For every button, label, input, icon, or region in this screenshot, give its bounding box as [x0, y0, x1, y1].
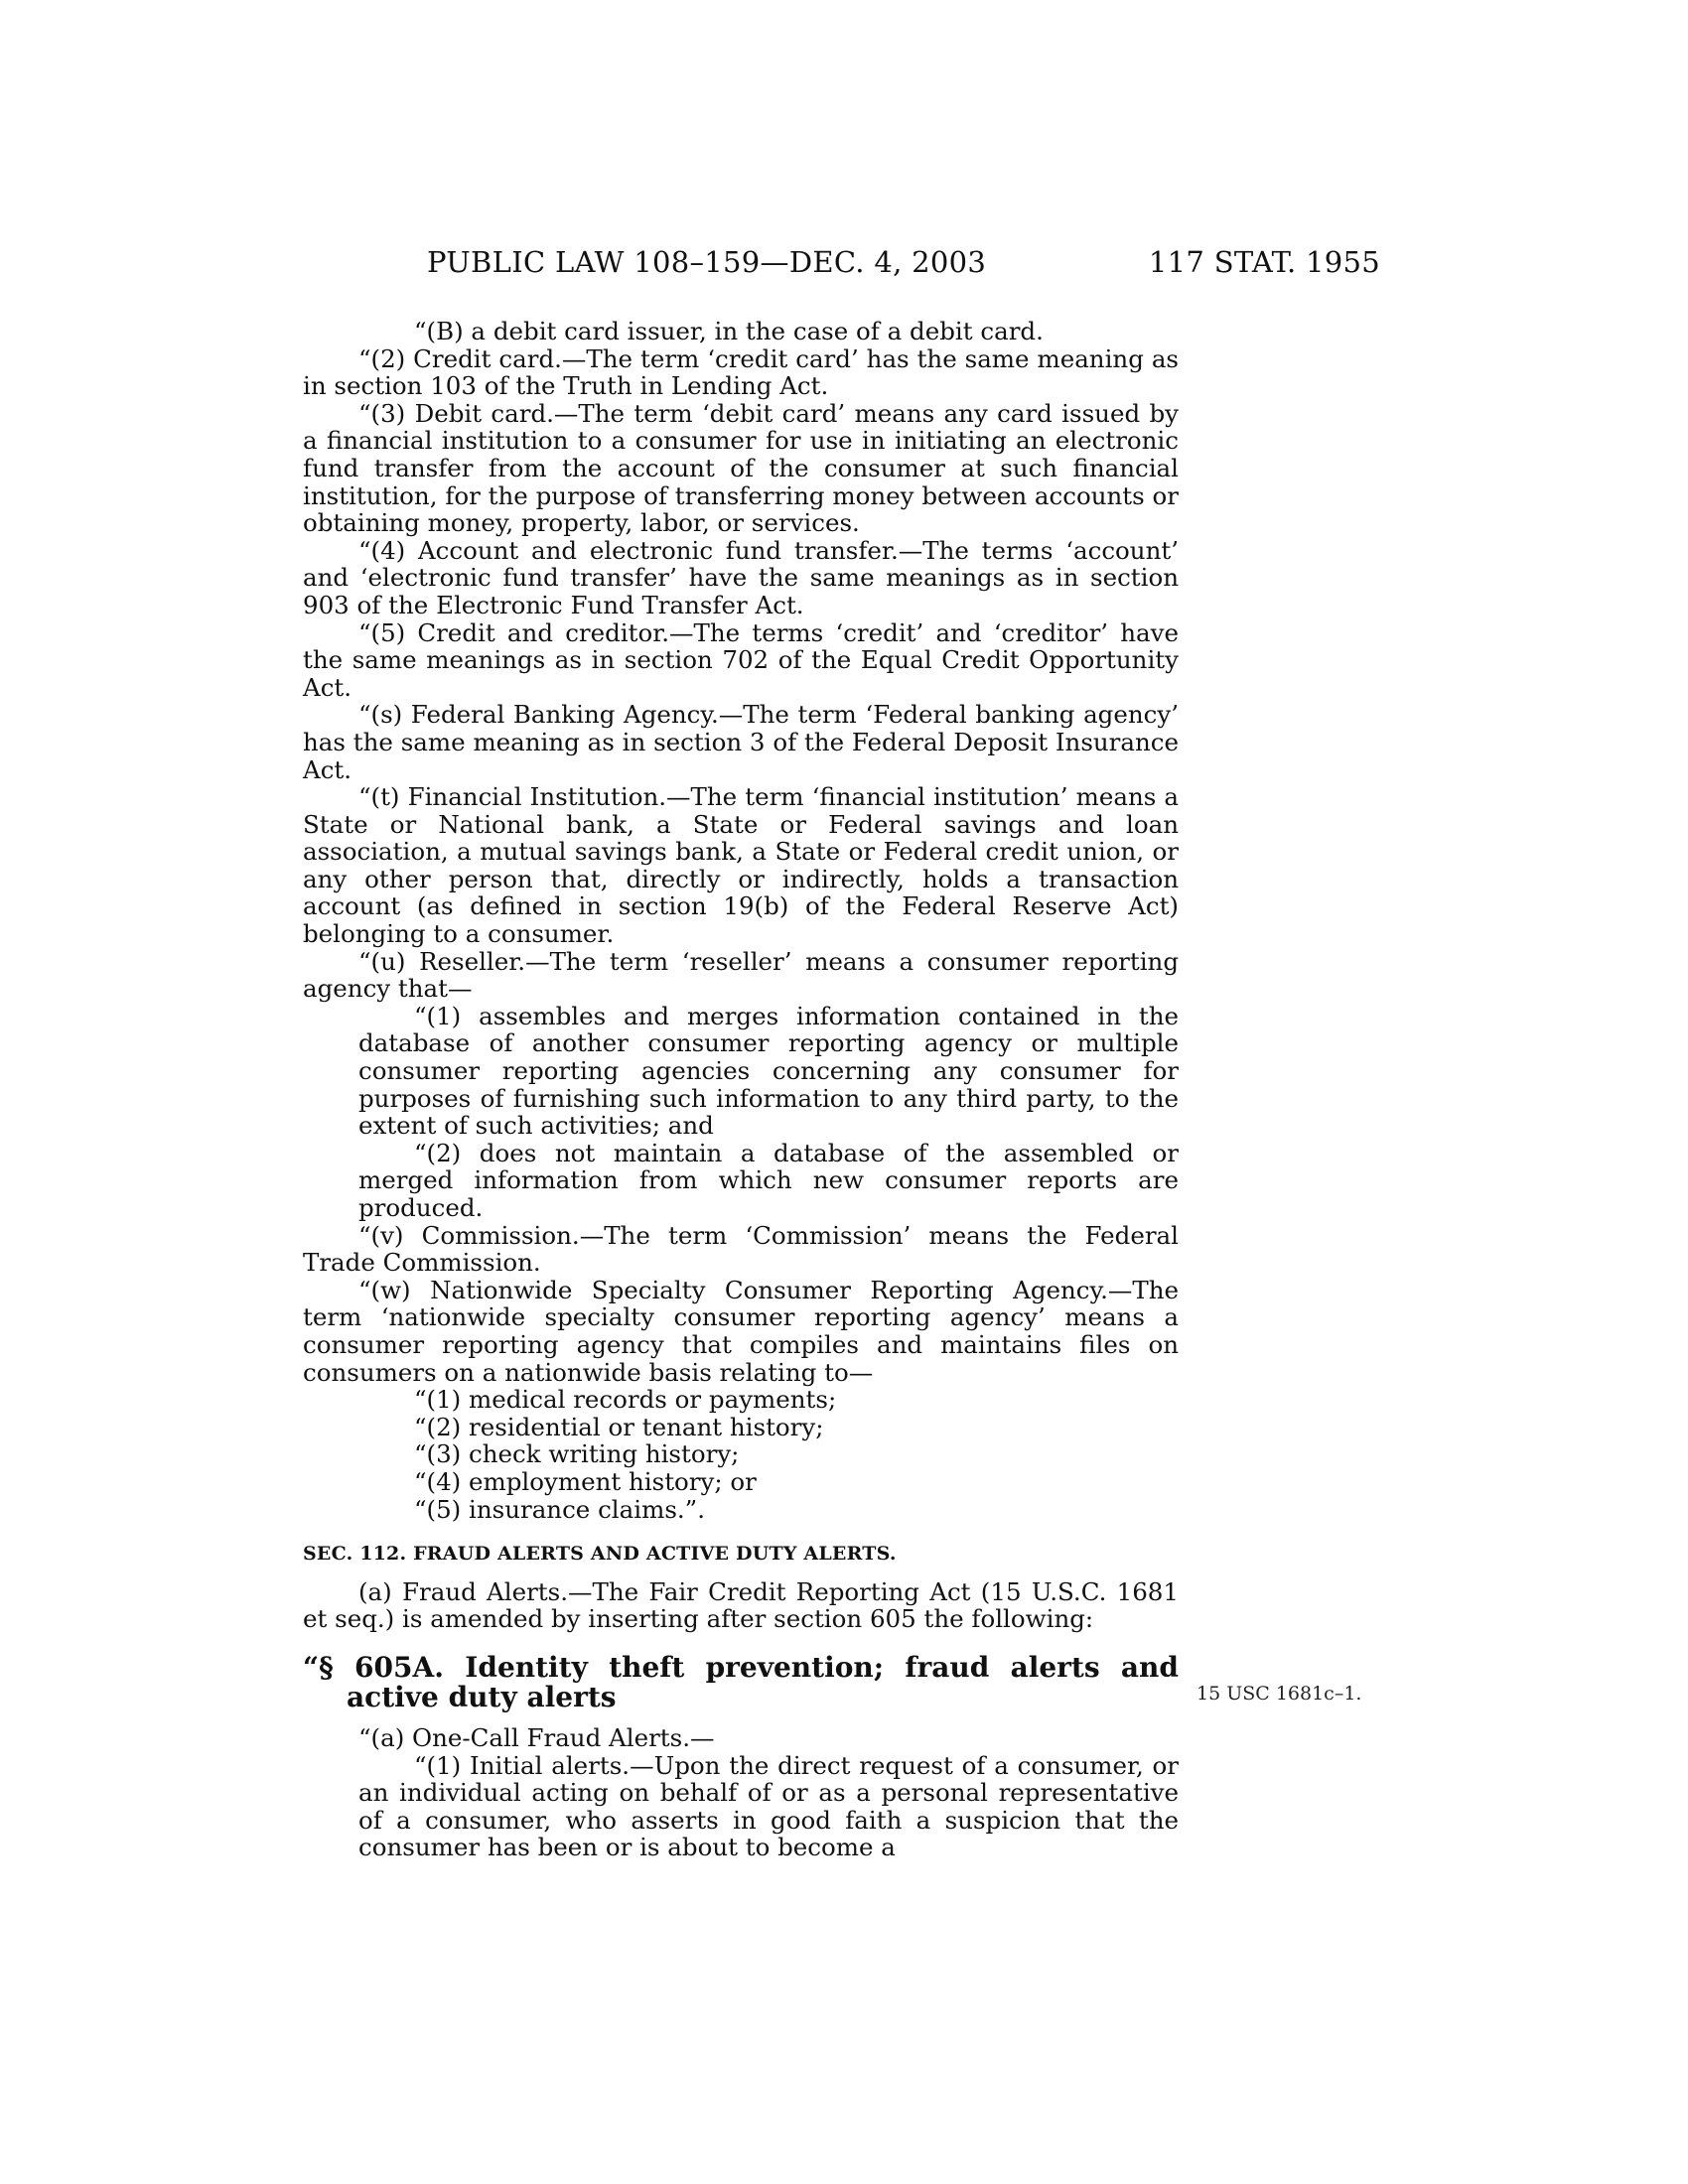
header-law-citation: PUBLIC LAW 108–159—DEC. 4, 2003 [427, 245, 987, 279]
paragraph: (a) Fraud Alerts.—The Fair Credit Reporting Act (15 U.S.C. 1681 et seq.) is amended by inserting after section 605 the following: [303, 1576, 1179, 1634]
paragraph: “(1) assembles and merges information contained in the database of another consumer reporting agency or multiple consumer reporting agencies concerning any consumer for purposes of furnishing such information to any third party, to the extent of such activities; and [358, 1001, 1179, 1141]
list-item: “(3) check writing history; [414, 1439, 740, 1469]
list-item: “(2) residential or tenant history; [414, 1412, 824, 1441]
paragraph: “(B) a debit card issuer, in the case of a debit card. [414, 317, 1044, 345]
list-item: “(1) medical records or payments; [414, 1385, 837, 1415]
paragraph: “(4) Account and electronic fund transfer.—The terms ‘account’ and ‘electronic fund transfer’ have the same meanings as in section 903 of the Electronic Fund Transfer Act. [303, 535, 1179, 619]
paragraph: “(2) does not maintain a database of the assembled or merged information from which new consumer reports are produced. [358, 1138, 1179, 1222]
paragraph: “(t) Financial Institution.—The term ‘financial institution’ means a State or National bank, a State or Federal savings and loan association, a mutual savings bank, a State or Federal credit union, or any other person that, directly or indirectly, holds a transaction account (as defined in section 19(b) of the Federal Reserve Act) belonging to a consumer. [303, 782, 1179, 949]
section-heading: SEC. 112. FRAUD ALERTS AND ACTIVE DUTY ALERTS. [303, 1543, 897, 1566]
paragraph: “(v) Commission.—The term ‘Commission’ means the Federal Trade Commission. [303, 1220, 1179, 1278]
paragraph: “(2) Credit card.—The term ‘credit card’ has the same meaning as in section 103 of the Truth in Lending Act. [303, 343, 1179, 401]
header-stat-page: 117 STAT. 1955 [1148, 245, 1380, 279]
paragraph: “(3) Debit card.—The term ‘debit card’ means any card issued by a financial institution to a consumer for use in initiating an electronic fund transfer from the account of the consumer at such financial institution, for the purpose of transferring money between accounts or obtaining money, property, labor, or services. [303, 398, 1179, 538]
page-body [303, 318, 1179, 1861]
paragraph: “(1) Initial alerts.—Upon the direct request of a consumer, or an individual acting on behalf of or as a personal representative of a consumer, who asserts in good faith a suspicion that the consumer has been or is about to become a [358, 1750, 1179, 1862]
margin-citation: 15 USC 1681c–1. [1196, 1683, 1362, 1705]
list-item: “(5) insurance claims.”. [414, 1494, 705, 1524]
statute-section-heading: “§ 605A. Identity theft prevention; fraud alerts and active duty alerts [303, 1650, 1179, 1713]
page-header [427, 245, 1380, 285]
list-item: “(4) employment history; or [414, 1466, 757, 1496]
paragraph: “(w) Nationwide Specialty Consumer Reporting Agency.—The term ‘nationwide specialty consumer reporting agency’ means a consumer reporting agency that compiles and maintains files on consumers on a nationwide basis relating to— [303, 1275, 1179, 1387]
paragraph: “(s) Federal Banking Agency.—The term ‘Federal banking agency’ has the same meaning as in section 3 of the Federal Deposit Insurance Act. [303, 700, 1179, 784]
paragraph: “(u) Reseller.—The term ‘reseller’ means a consumer reporting agency that— [303, 946, 1179, 1004]
paragraph: “(a) One-Call Fraud Alerts.— [358, 1722, 715, 1752]
paragraph: “(5) Credit and creditor.—The terms ‘credit’ and ‘creditor’ have the same meanings as in section 702 of the Equal Credit Opportunity Act. [303, 617, 1179, 702]
